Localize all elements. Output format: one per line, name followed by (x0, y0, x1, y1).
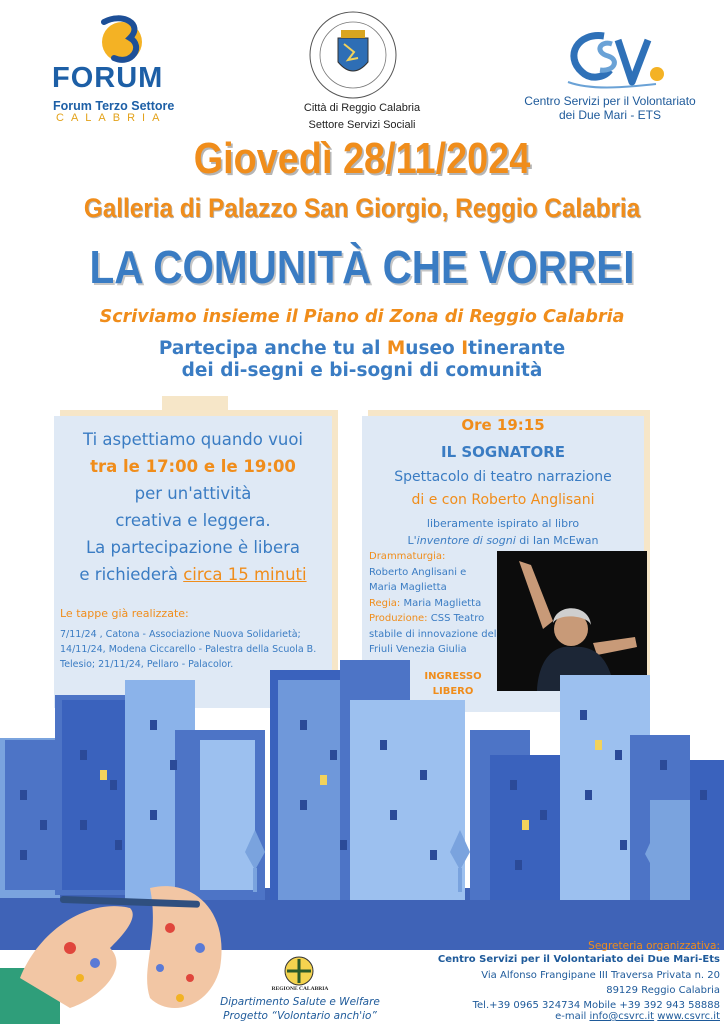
show-inspiration: liberamente ispirato al libro (426, 517, 580, 530)
free-entry-line: INGRESSO (424, 671, 482, 682)
duration: circa 15 minuti (183, 565, 307, 584)
csv-logo-icon (560, 26, 670, 94)
website-link[interactable]: www.csvrc.it (657, 1011, 720, 1022)
credit-label: Produzione: (369, 613, 428, 624)
organizer-address: Via Alfonso Frangipane III Traversa Privata n. 20 (481, 970, 720, 981)
invite-letter-m: M (386, 338, 406, 359)
organizer-phone: Tel.+39 0965 324734 Mobile +39 392 943 58888 (472, 1000, 720, 1011)
department: Dipartimento Salute e Welfare (220, 996, 380, 1008)
forum-logo-word: FORUM (52, 62, 164, 94)
show-type: Spettacolo di teatro narrazione (394, 469, 612, 485)
invite-text: useo (405, 338, 462, 359)
email-link[interactable]: info@csvrc.it (589, 1011, 655, 1022)
left-line: Ti aspettiamo quando vuoi (83, 430, 303, 449)
event-date: Giovedì 28/11/2024 (193, 134, 531, 183)
credit-label: Drammaturgia: (369, 551, 446, 562)
organizer-city: 89129 Reggio Calabria (606, 985, 720, 996)
forum-logo-subtitle: Forum Terzo Settore (53, 99, 175, 113)
book-text: L' (407, 534, 417, 547)
show-author: di e con Roberto Anglisani (411, 492, 595, 508)
invite-letter-i: I (461, 338, 469, 359)
city-department: Settore Servizi Sociali (308, 119, 416, 131)
organizer-name: Centro Servizi per il Volontariato dei Due Mari-Ets (437, 954, 720, 965)
show-book (362, 534, 644, 547)
stages-heading: Le tappe già realizzate: (60, 607, 189, 620)
forum-swirl-icon (92, 12, 152, 68)
time-range: tra le 17:00 e le 19:00 (90, 457, 296, 476)
organizer-contacts (400, 1011, 720, 1022)
left-line: creativa e leggera. (115, 511, 271, 530)
secretariat-heading: Segreteria organizzativa: (588, 940, 720, 952)
event-title: LA COMUNITÀ CHE VORREI (89, 241, 635, 293)
event-subtitle: Scriviamo insieme il Piano di Zona di Reggio Calabria (99, 307, 625, 327)
book-title: inventore di sogni (416, 534, 516, 547)
museum-invite (0, 338, 724, 382)
city-seal-icon (308, 10, 398, 100)
show-title: IL SOGNATORE (440, 443, 565, 461)
credit-value: Maria Maglietta (400, 597, 482, 609)
regione-label: REGIONE CALABRIA (271, 986, 329, 992)
free-entry-line: LIBERO (432, 686, 474, 697)
left-line: e richiederà (79, 565, 184, 584)
csv-name-line2: dei Due Mari - ETS (558, 108, 662, 122)
credit-value: CSS Teatro stabile di innovazione del Friuli Venezia Giulia (369, 613, 497, 655)
csv-name-line1: Centro Servizi per il Volontariato (524, 94, 696, 108)
invite-line2: dei di-segni e bi-sogni di comunità (181, 360, 543, 381)
credit-value: Roberto Anglisani e Maria Maglietta (369, 566, 467, 593)
project: Progetto “Volontario anch'io” (223, 1010, 377, 1022)
regione-calabria-emblem-icon (283, 955, 315, 987)
forum-logo-region: CALABRIA (56, 112, 167, 124)
city-name: Città di Reggio Calabria (303, 102, 421, 114)
credit-label: Regia: (369, 597, 401, 609)
event-venue: Galleria di Palazzo San Giorgio, Reggio Calabria (83, 193, 641, 223)
stages-list: 7/11/24 , Catona - Associazione Nuova Solidarietà; 14/11/24, Modena Ciccarello - Palestra della Scuola B. Telesio; 21/11/24, Pellaro - Palacolor. (60, 629, 317, 670)
book-author: di Ian McEwan (515, 534, 599, 547)
left-line: per un'attività (134, 484, 252, 503)
invite-text: tinerante (468, 338, 566, 359)
email-label: e-mail (555, 1011, 590, 1022)
invite-text: Partecipa anche tu al (158, 338, 387, 359)
left-line: La partecipazione è libera (85, 538, 301, 557)
show-time: Ore 19:15 (461, 416, 545, 434)
left-box-text (56, 426, 330, 588)
